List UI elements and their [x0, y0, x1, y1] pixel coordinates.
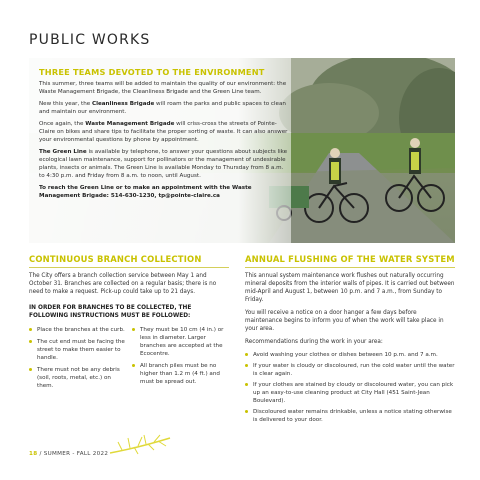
hero-paragraph: The Green Line is available by telephone, to answer your questions about subjects like ecological lawn maintenance, support for pollinators or the management of undesirable plants, insects or animals. The Green Line is available Monday to Thursday from 8 a.m. to 4:30 p.m. and Friday from 8 a.m. to noon, until August. [39, 149, 288, 179]
page-footer [29, 451, 108, 457]
page-number: 18 [29, 451, 38, 457]
section-divider [245, 267, 455, 268]
hero-paragraph: New this year, the Cleanliness Brigade will roam the parks and public spaces to clean and maintain our environment. [39, 101, 286, 115]
hero-body [39, 80, 289, 204]
flushing-heading: ANNUAL FLUSHING OF THE WATER SYSTEM [245, 254, 455, 264]
page-title: PUBLIC WORKS [29, 32, 151, 48]
hero-paragraph: This summer, three teams will be added to maintain the quality of our environment: the Waste Management Brigade, the Cleanliness Brigade and the Green Line team. [39, 81, 287, 95]
branch-heading: CONTINUOUS BRANCH COLLECTION [29, 254, 202, 264]
list-item: All branch piles must be no higher than 1.2 m (4 ft.) and must be spread out. [132, 362, 229, 386]
list-item: The cut end must be facing the street to make them easier to handle. [29, 338, 126, 362]
flushing-paragraph: You will receive a notice on a door hanger a few days before maintenance begins to inform you of when the work will take place in your area. [245, 310, 444, 332]
flushing-paragraph: This annual system maintenance work flushes out naturally occurring mineral deposits from the interior walls of pipes. It is carried out between mid-April and August 1, between 10 p.m. and 7 a.m., from Sunday to Friday. [245, 273, 455, 303]
list-item: If your water is cloudy or discoloured, run the cold water until the water is clear again. [245, 362, 455, 378]
hero-heading: THREE TEAMS DEVOTED TO THE ENVIRONMENT [39, 67, 265, 77]
bullet-list [29, 326, 126, 390]
section-divider [29, 267, 229, 268]
hero-box [29, 58, 455, 243]
bullet-list [245, 351, 455, 424]
list-item: If your clothes are stained by cloudy or discoloured water, you can pick up an easy-to-use cleaning product at City Hall (451 Saint-Jean Boulevard). [245, 381, 455, 405]
list-item: Discoloured water remains drinkable, unless a notice stating otherwise is delivered to your door. [245, 408, 455, 424]
water-flushing-section [245, 254, 455, 427]
hero-text-panel [29, 58, 291, 243]
flushing-paragraph: Recommendations during the work in your area: [245, 339, 383, 345]
list-item: Place the branches at the curb. [29, 326, 126, 334]
list-item: They must be 10 cm (4 in.) or less in diameter. Larger branches are accepted at the Ecocentre. [132, 326, 229, 358]
bullet-list [132, 326, 229, 386]
branch-illustration-icon [108, 434, 172, 460]
branch-intro: The City offers a branch collection service between May 1 and October 31. Branches are collected on a regular basis; there is no need to make a request. Pick-up could take up to 21 days. [29, 273, 217, 295]
hero-contact: To reach the Green Line or to make an appointment with the Waste Management Brigade: 514-630-1230, tp@pointe-claire.ca [39, 185, 252, 199]
instructions-heading: IN ORDER FOR BRANCHES TO BE COLLECTED, THE FOLLOWING INSTRUCTIONS MUST BE FOLLOWED: [29, 305, 192, 319]
list-item: There must not be any debris (soil, roots, metal, etc.) on them. [29, 366, 126, 390]
branch-collection-section [29, 254, 229, 394]
branch-instructions [29, 326, 229, 394]
issue-label: / SUMMER - FALL 2022 [37, 451, 109, 457]
list-item: Avoid washing your clothes or dishes between 10 p.m. and 7 a.m. [245, 351, 455, 359]
hero-paragraph: Once again, the Waste Management Brigade will criss-cross the streets of Pointe-Claire on bikes and share tips to facilitate the proper sorting of waste. It can also answer your environmental questions by phone by appointment. [39, 121, 288, 143]
